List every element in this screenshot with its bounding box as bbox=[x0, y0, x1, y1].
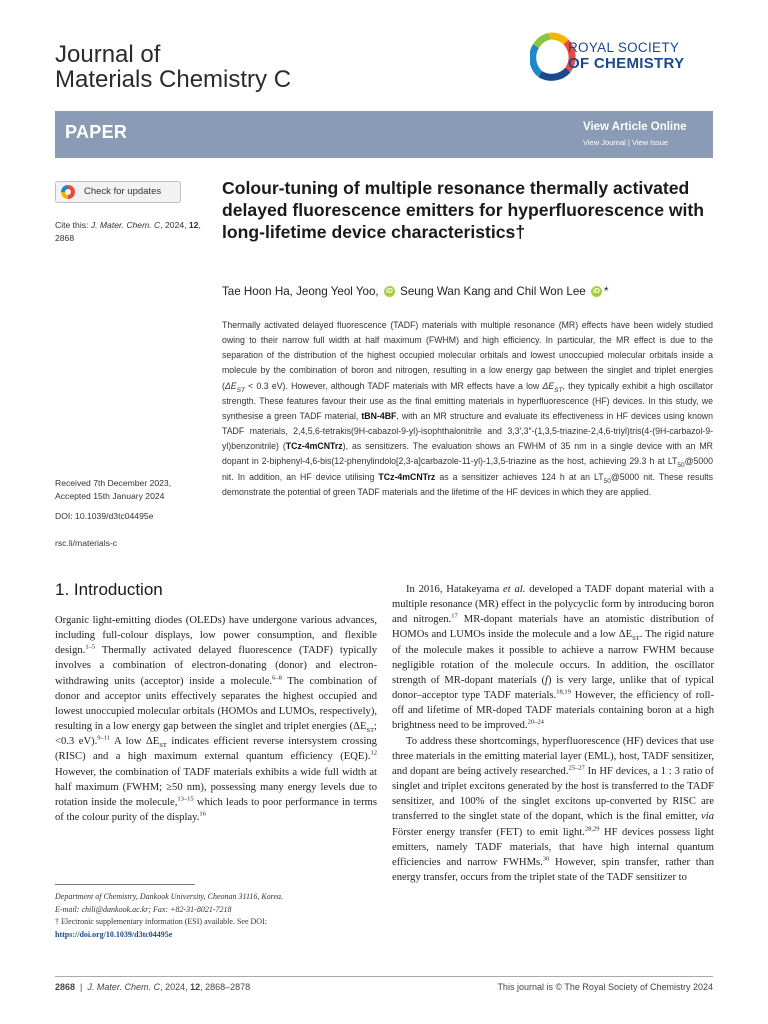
crossmark-icon bbox=[61, 185, 75, 199]
compound-name: TCz-4mCNTrz bbox=[378, 471, 436, 482]
abstract-text: @5000 nit. In addition, an HF device utilising bbox=[222, 456, 713, 482]
citation-year: , 2024, bbox=[160, 220, 189, 230]
citation-prefix: Cite this: bbox=[55, 220, 91, 230]
citation-ref[interactable]: 9–11 bbox=[97, 734, 111, 742]
paragraph bbox=[392, 582, 714, 734]
abstract-symbol: ΔE bbox=[224, 380, 237, 391]
abstract-text: @5000 nit. These results demonstrate the potential of green TADF materials and the lifetime of the HF devices in which they are applied. bbox=[222, 471, 713, 497]
body-text: ) is very large, unlike that of typical donor–acceptor type TADF materials. bbox=[392, 674, 714, 702]
abstract-text: ), as sensitizers. The evaluation shows an FWHM of 35 nm in a single device with an MR dopant in 2-biphenyl-4,6-bis(12-phenylindolo[2,3-a]carbazole-11-yl)-1,3,5-triazine as the host, achieving 29.3 h at LT bbox=[222, 441, 713, 467]
citation-ref[interactable]: 12 bbox=[370, 749, 377, 757]
body-text: et al. bbox=[503, 584, 526, 595]
citation-volume: 12 bbox=[188, 220, 199, 230]
body-text: However, the combination of TADF materials exhibits a wide full width at half maximum (FWHM; ≥50 nm), possessing many energy levels due to rotation inside the molecule, bbox=[55, 766, 377, 808]
corresponding-author-mark: * bbox=[603, 285, 609, 298]
view-links-separator: | bbox=[625, 138, 632, 147]
check-for-updates-button[interactable] bbox=[55, 181, 181, 203]
accepted-date: Accepted 15th January 2024 bbox=[55, 490, 165, 501]
citation-ref[interactable]: 17 bbox=[451, 612, 458, 620]
body-column-left bbox=[55, 613, 377, 825]
orcid-icon[interactable]: iD bbox=[385, 288, 393, 296]
abstract-subscript: 50 bbox=[677, 462, 685, 470]
citation-ref[interactable]: 6–8 bbox=[272, 674, 282, 682]
body-text: HF devices possess light emitters, namely TADF materials, that have high internal quantum efficiencies and narrow FWHMs. bbox=[392, 826, 714, 868]
body-text: Organic light-emitting diodes (OLEDs) have undergone various advances, including full-colour displays, low power consumption, and flexible design. bbox=[55, 615, 377, 657]
body-text: However, spin transfer, rather than energy transfer, occurs from the triplet state of the TADF sensitizer to bbox=[392, 856, 714, 883]
article-type-label: PAPER bbox=[65, 122, 128, 142]
journal-title-line2: Materials Chemistry C bbox=[55, 66, 292, 93]
authors-part2: Seung Wan Kang and Chil Won Lee bbox=[396, 285, 586, 298]
section-heading: 1. Introduction bbox=[55, 580, 163, 599]
paragraph bbox=[55, 613, 377, 825]
abstract-text: , with an MR structure and evaluate its effectiveness in HF devices using known TADF materials, 2,4,5,6-tetrakis(9H-cabazol-9-yl)-isophthalonitrile and 3,3′,3″-(1,3,5-triazine-2,4,6-triyl)tris(4-(9H-carbazol-9-yl)benzonitrile) ( bbox=[222, 410, 713, 452]
body-text: In 2016, Hatakeyama bbox=[406, 584, 504, 595]
copyright: This journal is © The Royal Society of Chemistry 2024 bbox=[497, 982, 713, 992]
journal-link[interactable]: rsc.li/materials-c bbox=[55, 538, 118, 548]
compound-name: TCz-4mCNTrz bbox=[285, 441, 343, 452]
citation-page: , 2868 bbox=[55, 220, 201, 243]
body-text: developed a TADF dopant material with a multiple resonance (MR) effect in the polycyclic form by introducing boron and nitrogen. bbox=[392, 584, 714, 626]
footer-divider bbox=[55, 976, 713, 977]
compound-name: tBN-4BF bbox=[361, 410, 397, 421]
footnotes bbox=[55, 891, 377, 941]
article-title: Colour-tuning of multiple resonance thermally activated delayed fluorescence emitters for hyperfluorescence with long-lifetime device characteristics† bbox=[222, 178, 705, 242]
view-article-online-link[interactable]: View Article Online bbox=[583, 121, 687, 133]
body-text: To address these shortcomings, hyperfluorescence (HF) devices that use three materials in the emitting material layer (EML), host, TADF sensitizer, and dopant are being actively researched. bbox=[392, 735, 714, 777]
author-list bbox=[222, 285, 609, 298]
esi-doi-link[interactable]: https://doi.org/10.1039/d3tc04495e bbox=[55, 929, 173, 939]
footer-journal: J. Mater. Chem. C bbox=[87, 982, 161, 992]
footer-volume: 12 bbox=[190, 982, 201, 992]
esi-note bbox=[55, 916, 377, 941]
citation-ref[interactable]: 30 bbox=[542, 855, 550, 863]
body-text: However, the efficiency of roll-off and lifetime of MR-doped TADF materials containing boron at a high brightness need to be improved. bbox=[392, 690, 714, 732]
citation-ref[interactable]: 16 bbox=[199, 810, 206, 818]
received-date: Received 7th December 2023, bbox=[55, 478, 172, 488]
abstract-symbol: ΔE bbox=[542, 380, 555, 391]
publisher-name bbox=[568, 40, 684, 72]
citation-ref[interactable]: 18,19 bbox=[556, 688, 571, 696]
citation-ref[interactable]: 13–15 bbox=[177, 795, 194, 803]
submission-dates bbox=[55, 477, 205, 502]
journal-title bbox=[55, 42, 291, 92]
abstract-text: < 0.3 eV). However, although TADF materials with MR effects have a low bbox=[244, 380, 543, 391]
affiliation: Department of Chemistry, Dankook University, Cheonan 31116, Korea. bbox=[55, 892, 284, 901]
subscript: ST bbox=[632, 635, 640, 643]
body-text: MR-dopant materials have an atomistic distribution of HOMOs and LUMOs inside the molecule and a low ΔE bbox=[392, 614, 714, 641]
page-number: 2868 bbox=[55, 982, 76, 992]
abstract-text: Thermally activated delayed fluorescence (TADF) materials with multiple resonance (MR) effects have been widely studied owing to their narrow full width at half maximum (FWHM) and high efficiency. In particular, the MR effect is due to the separation of the distribution of the highest occupied molecular orbitals and lowest unoccupied molecular orbitals inside a molecule by the combination of boron and nitrogen, resulting in a low energy gap between the singlet and triplet energies ( bbox=[222, 320, 713, 391]
view-issue-link[interactable]: View Issue bbox=[631, 138, 669, 147]
footer-pages: , 2868–2878 bbox=[200, 982, 251, 992]
body-text: which leads to poor performance in terms of the colour purity of the display. bbox=[55, 796, 378, 824]
abstract-subscript: 50 bbox=[603, 477, 611, 485]
body-text: Förster energy transfer (FET) to emit light. bbox=[392, 826, 585, 838]
subscript: ST bbox=[366, 727, 375, 735]
body-column-right bbox=[392, 582, 714, 885]
abstract bbox=[222, 318, 713, 500]
body-text: . The rigid nature of the molecule makes it possible to achieve a narrow FWHM because negligible rotation of the molecule occurs. In addition, the oscillator strength of MR-dopant materials ( bbox=[392, 629, 715, 686]
abstract-subscript: ST bbox=[554, 386, 563, 394]
check-for-updates-label: Check for updates bbox=[84, 186, 162, 197]
body-text: indicates efficient reverse intersystem crossing (RISC) and a high maximum external quantum efficiency (EQE). bbox=[55, 736, 377, 763]
citation-ref[interactable]: 1–5 bbox=[85, 643, 96, 651]
email[interactable]: E-mail: chili@dankook.ac.kr; Fax: +82-31-8021-7218 bbox=[55, 904, 232, 914]
body-text: ; <0.3 eV). bbox=[55, 721, 377, 748]
body-text: f bbox=[545, 674, 548, 686]
abstract-text: as a sensitizer achieves 124 h at an LT bbox=[435, 471, 604, 482]
paper-banner bbox=[55, 111, 713, 158]
orcid-icon[interactable]: iD bbox=[592, 288, 600, 296]
citation-ref[interactable]: 20–24 bbox=[527, 718, 544, 726]
abstract-text: , they typically exhibit a high oscillator strength. These features favour their use as the final emitting materials in hyperfluorescence (HF) devices. In this study, we synthesise a green TADF material, bbox=[222, 380, 713, 421]
body-text: A low ΔE bbox=[110, 736, 160, 748]
body-text: via bbox=[701, 811, 714, 823]
body-text: Thermally activated delayed fluorescence (TADF) typically involves a combination of electron-donating (donor) and electron-withdrawing units (acceptor) inside a molecule. bbox=[55, 645, 377, 687]
doi: DOI: 10.1039/d3tc04495e bbox=[55, 511, 154, 521]
view-links bbox=[583, 138, 668, 147]
footnote-divider bbox=[55, 884, 195, 885]
authors-part1: Tae Hoon Ha, Jeong Yeol Yoo, bbox=[222, 285, 379, 298]
body-text: The combination of donor and acceptor units effectively separates the highest occupied and lowest unoccupied molecular orbitals (HOMOs and LUMOs, respectively), resulting in a low energy gap between the singlet and triplet energies (ΔE bbox=[55, 675, 377, 733]
subscript: ST bbox=[159, 742, 167, 750]
view-journal-link[interactable]: View Journal bbox=[583, 138, 626, 147]
journal-title-line1: Journal of bbox=[55, 41, 161, 68]
paragraph bbox=[392, 734, 714, 886]
publisher-line1: ROYAL SOCIETY bbox=[568, 40, 680, 55]
footer-citation bbox=[55, 982, 250, 992]
publisher-line2: OF CHEMISTRY bbox=[568, 55, 685, 72]
citation-ref[interactable]: 28,29 bbox=[584, 824, 600, 832]
body-text: In HF devices, a 1 : 3 ratio of singlet and triplet excitons generated by the host is transferred to the TADF sensitizer, and 100% of the singlet excitons up-converted by RISC are transferred to the singlet state of the dopant, which is the final emitter, bbox=[392, 765, 714, 823]
esi-text: † Electronic supplementary information (ESI) available. See DOI: bbox=[55, 917, 267, 926]
citation bbox=[55, 219, 205, 244]
abstract-subscript: ST bbox=[236, 386, 245, 394]
citation-journal: J. Mater. Chem. C bbox=[90, 220, 161, 230]
footer-separator: | bbox=[75, 982, 88, 992]
footer-year: , 2024, bbox=[160, 982, 191, 992]
citation-ref[interactable]: 25–27 bbox=[568, 764, 585, 772]
